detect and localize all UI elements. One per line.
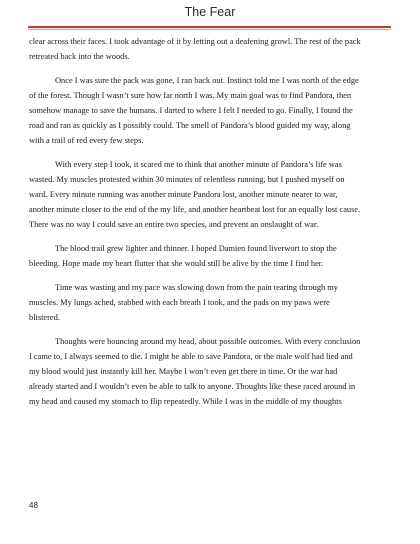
text-line: bleeding. Hope made my heart flutter that she would still be alive by the time I find her. (29, 259, 324, 268)
text-line: retreated back into the woods. (29, 52, 130, 61)
text-line: Time was wasting and my pace was slowing down from the pain tearing through my (55, 283, 338, 292)
header-rule (28, 26, 391, 28)
text-line: of the forest. Though I wasn’t sure how far north I was. My main goal was to find Pandora, then (29, 91, 352, 100)
text-line: ward. Every minute running was another minute Pandora lost, another minute nearer to war, (29, 190, 338, 199)
text-line: another minute closer to the end of the my life, and another heartbeat lost for an equally lost cause. (29, 205, 361, 214)
text-line: The blood trail grew lighter and thinner. I hoped Damien found liverwort to stop the (55, 244, 337, 253)
header-rule-thin (28, 29, 391, 30)
text-line: Once I was sure the pack was gone, I ran back out. Instinct told me I was north of the edge (55, 76, 359, 85)
body-text (29, 34, 389, 409)
text-line: I came to, I always seemed to die. I might be able to save Pandora, or the male wolf had lied and (29, 352, 353, 361)
paragraph-gap (29, 148, 389, 157)
text-line: wasted. My muscles protested within 30 minutes of relentless running, but I pushed myself on (29, 175, 345, 184)
paragraph-gap (29, 64, 389, 73)
text-line: road and ran as quickly as I possibly could. The smell of Pandora’s blood guided my way, along (29, 121, 351, 130)
text-line: somehow manage to save the humans. I darted to where I felt I needed to go. Finally, I found the (29, 106, 353, 115)
text-line: muscles. My lungs ached, stabbed with each breath I took, and the pads on my paws were (29, 298, 330, 307)
paragraph-gap (29, 232, 389, 241)
text-line: with a trail of red every few steps. (29, 136, 144, 145)
text-line: my blood would just instantly kill her. Maybe I won’t even get there in time. Or the war had (29, 367, 338, 376)
paragraph-gap (29, 271, 389, 280)
text-line: clear across their faces. I took advantage of it by letting out a deafening growl. The rest of the pack (29, 37, 361, 46)
text-line: blistered. (29, 313, 60, 322)
text-line: Thoughts were bouncing around my head, about possible outcomes. With every conclusion (55, 337, 361, 346)
text-line: my head and caused my stomach to flip repeatedly. While I was in the middle of my thoughts (29, 397, 342, 406)
running-header-title: The Fear (184, 5, 236, 19)
page-number: 48 (29, 501, 38, 510)
paragraph-gap (29, 325, 389, 334)
text-line: There was no way I could save an entire two species, and prevent an onslaught of war. (29, 220, 319, 229)
text-line: already started and I wouldn’t even be able to talk to anyone. Thoughts like these raced around in (29, 382, 356, 391)
text-line: With every step I took, it scared me to think that another minute of Pandora’s life was (55, 160, 342, 169)
